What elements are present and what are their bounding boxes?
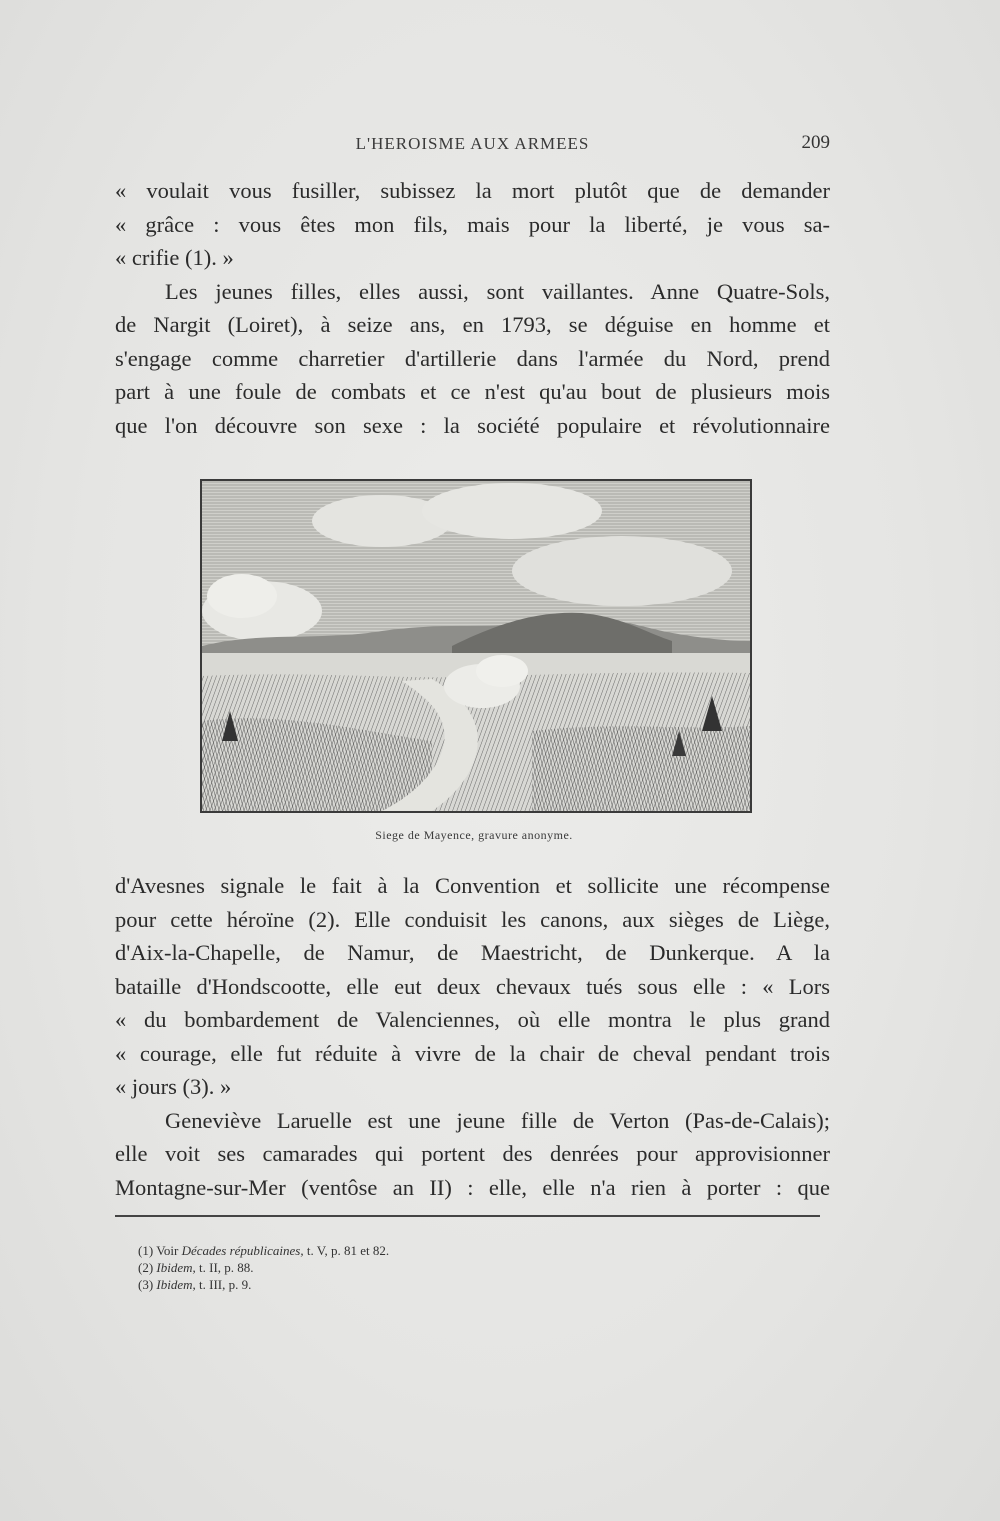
page-header xyxy=(115,130,830,160)
page-number: 209 xyxy=(801,132,830,153)
text-line: part à une foule de combats et ce n'est qu'au bout de plusieurs mois xyxy=(115,379,830,404)
figure-caption: Siege de Mayence, gravure anonyme. xyxy=(375,828,573,842)
footnote-text: t. II, p. 88. xyxy=(195,1260,254,1275)
footnote-number: (3) xyxy=(138,1277,154,1292)
footnote-text: Voir xyxy=(156,1243,182,1258)
footnotes xyxy=(138,1242,738,1293)
footnote-title: Ibidem, xyxy=(156,1260,196,1275)
text-line: d'Avesnes signale le fait à la Convention et sollicite une récompense xyxy=(115,873,830,898)
footnote-divider xyxy=(115,1215,820,1217)
text-line: Geneviève Laruelle est une jeune fille de Verton (Pas-de-Calais); xyxy=(165,1107,830,1133)
text-line: de Nargit (Loiret), à seize ans, en 1793, se déguise en homme et xyxy=(115,312,830,337)
text-line: que l'on découvre son sexe : la société populaire et révolutionnaire xyxy=(115,412,830,438)
text-line: bataille d'Hondscootte, elle eut deux chevaux tués sous elle : « Lors xyxy=(115,973,830,999)
text-line: « courage, elle fut réduite à vivre de la chair de cheval pendant trois xyxy=(115,1040,830,1066)
text-line: « crifie (1). » xyxy=(115,245,234,270)
footnote-2 xyxy=(138,1259,738,1276)
text-line: d'Aix-la-Chapelle, de Namur, de Maestricht, de Dunkerque. A la xyxy=(115,940,830,965)
text-line: Montagne-sur-Mer (ventôse an II) : elle, elle n'a rien à porter : que xyxy=(115,1174,830,1200)
text-line: « jours (3). » xyxy=(115,1074,232,1099)
text-line: « grâce : vous êtes mon fils, mais pour la liberté, je vous sa- xyxy=(115,211,830,237)
body-text-top xyxy=(115,174,830,442)
footnote-number: (2) xyxy=(138,1260,154,1275)
footnote-title: Décades républicaines, xyxy=(181,1243,304,1258)
footnote-title: Ibidem, xyxy=(156,1277,196,1292)
footnote-text: t. V, p. 81 et 82. xyxy=(303,1243,390,1258)
text-line: elle voit ses camarades qui portent des denrées pour approvisionner xyxy=(115,1141,830,1166)
text-line: Les jeunes filles, elles aussi, sont vaillantes. Anne Quatre-Sols, xyxy=(165,278,830,304)
body-text-bottom xyxy=(115,869,830,1204)
text-line: s'engage comme charretier d'artillerie dans l'armée du Nord, prend xyxy=(115,345,830,371)
footnote-3 xyxy=(138,1276,738,1293)
siege-landscape-image xyxy=(202,481,750,811)
running-head: L'HEROISME AUX ARMEES xyxy=(355,134,590,153)
engraving-illustration xyxy=(200,479,752,813)
footnote-1 xyxy=(138,1242,738,1259)
text-line: « du bombardement de Valenciennes, où elle montra le plus grand xyxy=(115,1007,830,1032)
text-line: « voulait vous fusiller, subissez la mort plutôt que de demander xyxy=(115,178,830,203)
footnote-text: t. III, p. 9. xyxy=(195,1277,252,1292)
footnote-number: (1) xyxy=(138,1243,154,1258)
text-line: pour cette héroïne (2). Elle conduisit les canons, aux sièges de Liège, xyxy=(115,906,830,932)
